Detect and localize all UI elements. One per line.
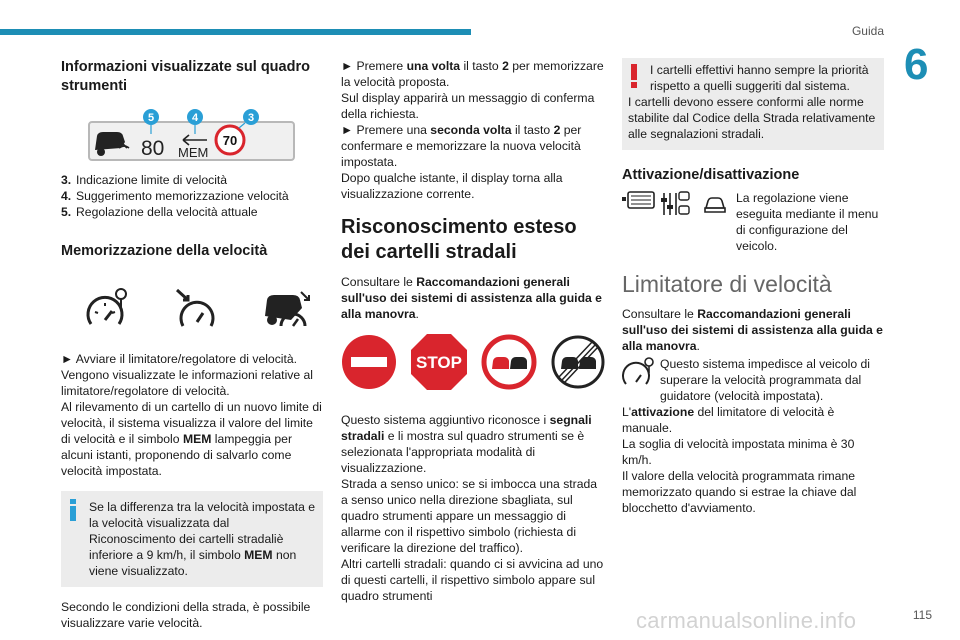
activation-text: La regolazione viene eseguita mediante il menu di configurazione del veicolo. — [736, 191, 879, 253]
cruise-control-icon — [173, 286, 219, 332]
cluster-speed: 80 — [141, 137, 165, 160]
cluster-sign-value: 70 — [222, 133, 238, 148]
chapter-number: 6 — [904, 40, 929, 89]
svg-text:4: 4 — [191, 112, 199, 124]
limiter-description: Questo sistema impedisce al veicolo di superare la velocità programmata dal guidatore (velocità impostata). — [622, 356, 884, 404]
system-description: Questo sistema aggiuntivo riconosce i segnali stradali e li mostra sul quadro strumenti se è selezionata l'appropriata modalità di visualizzazione. Strada a senso unico: se si imbocca una strada a senso unico nella direzione sbagliata, sul quadro strumenti appare un messaggio di allarme con il rispettivo simbolo (richiesta di verificare la direzione del traffico). Altri cartelli stradali: quando ci si avvicina ad uno di questi cartelli, il rispettivo simbolo appare sul quadro strumenti — [341, 413, 604, 603]
watermark: carmanualsonline.info — [636, 608, 857, 633]
section-title: Guida — [851, 24, 884, 38]
stop-label: STOP — [416, 353, 462, 372]
memorize-steps: ► Premere una volta il tasto 2 per memorizzare la velocità proposta. Sul display apparirà un messaggio di conferma della richiesta. ► Premere una seconda volta il tasto 2 per confermare e memorizzare la nuova velocità impostata. Dopo qualche istante, il display torna alla visualizzazione corrente. — [341, 59, 604, 201]
memorization-title: Memorizzazione della velocità — [61, 243, 268, 259]
column-2 — [341, 58, 606, 604]
closing-paragraph: Secondo le condizioni della strada, è possibile visualizzare varie velocità. — [61, 600, 311, 630]
memorization-paragraph: ► Avviare il limitatore/regolatore di velocità. Vengono visualizzate le informazioni relative al limitatore/regolatore di velocità. Al rilevamento di un cartello di un nuovo limite di velocità, il sistema visualizza il valore del limite di velocità e il simbolo MEM lampeggia per alcuni istanti, proponendo di salvarlo come velocità impostata. — [61, 352, 322, 478]
no-entry-sign-icon — [341, 334, 397, 390]
info-note: Se la differenza tra la velocità impostata e la velocità visualizzata dal Riconoscimento dei cartelli stradaliè inferiore a 9 km/h, il simbolo MEM non viene visualizzato. — [61, 491, 323, 587]
consult-paragraph: Consultare le Raccomandazioni generali sull'uso dei sistemi di assistenza alla guida e alla manovra. — [341, 275, 602, 321]
end-no-overtaking-sign-icon — [550, 334, 606, 390]
svg-text:3: 3 — [247, 112, 255, 124]
limiter-icon — [85, 286, 131, 332]
warning-icon — [630, 64, 638, 88]
legend-item: 3. Indicazione limite di velocità — [61, 173, 228, 187]
limiter-icon — [622, 356, 656, 390]
cluster-mem: MEM — [178, 145, 209, 160]
warning-note: I cartelli effettivi hanno sempre la priorità rispetto a quelli suggeriti dal sistema. I cartelli devono essere conformi alle norme stabilite dal Codice della Strada relativamente alle segnalazioni stradali. — [622, 58, 884, 150]
activation-title: Attivazione/disattivazione — [622, 167, 800, 183]
vehicle-settings-icon — [622, 190, 730, 218]
limiter-body: L'attivazione del limitatore di velocità è manuale. La soglia di velocità impostata minima è 30 km/h. Il valore della velocità programmata rimane memorizzato quando si estrae la chiave dal blocchetto d'avviamento. — [622, 405, 857, 515]
legend-item: 5. Regolazione della velocità attuale — [61, 205, 258, 219]
column-3 — [622, 58, 884, 516]
legend-item: 4. Suggerimento memorizzazione velocità — [61, 189, 289, 203]
column-1 — [61, 58, 323, 631]
activation-block — [622, 190, 884, 254]
road-signs-row — [341, 332, 606, 392]
sign-recognition-icon — [261, 286, 313, 332]
speed-icons-row — [85, 283, 313, 335]
extended-recognition-title: Risconoscimento esteso dei cartelli stradali — [341, 216, 577, 263]
speed-limiter-title: Limitatore di velocità — [622, 271, 832, 297]
info-icon — [69, 499, 77, 521]
page-number: 115 — [912, 608, 932, 622]
instrument-cluster-illustration — [61, 108, 323, 166]
legend-list — [61, 172, 323, 220]
no-overtaking-sign-icon — [481, 334, 537, 390]
header-bar — [0, 29, 471, 35]
limiter-consult-paragraph: Consultare le Raccomandazioni generali sull'uso dei sistemi di assistenza alla guida e alla manovra. — [622, 307, 883, 353]
cluster-info-title: Informazioni visualizzate sul quadro strumenti — [61, 59, 310, 94]
stop-sign-icon — [410, 333, 468, 391]
svg-text:5: 5 — [147, 112, 155, 124]
